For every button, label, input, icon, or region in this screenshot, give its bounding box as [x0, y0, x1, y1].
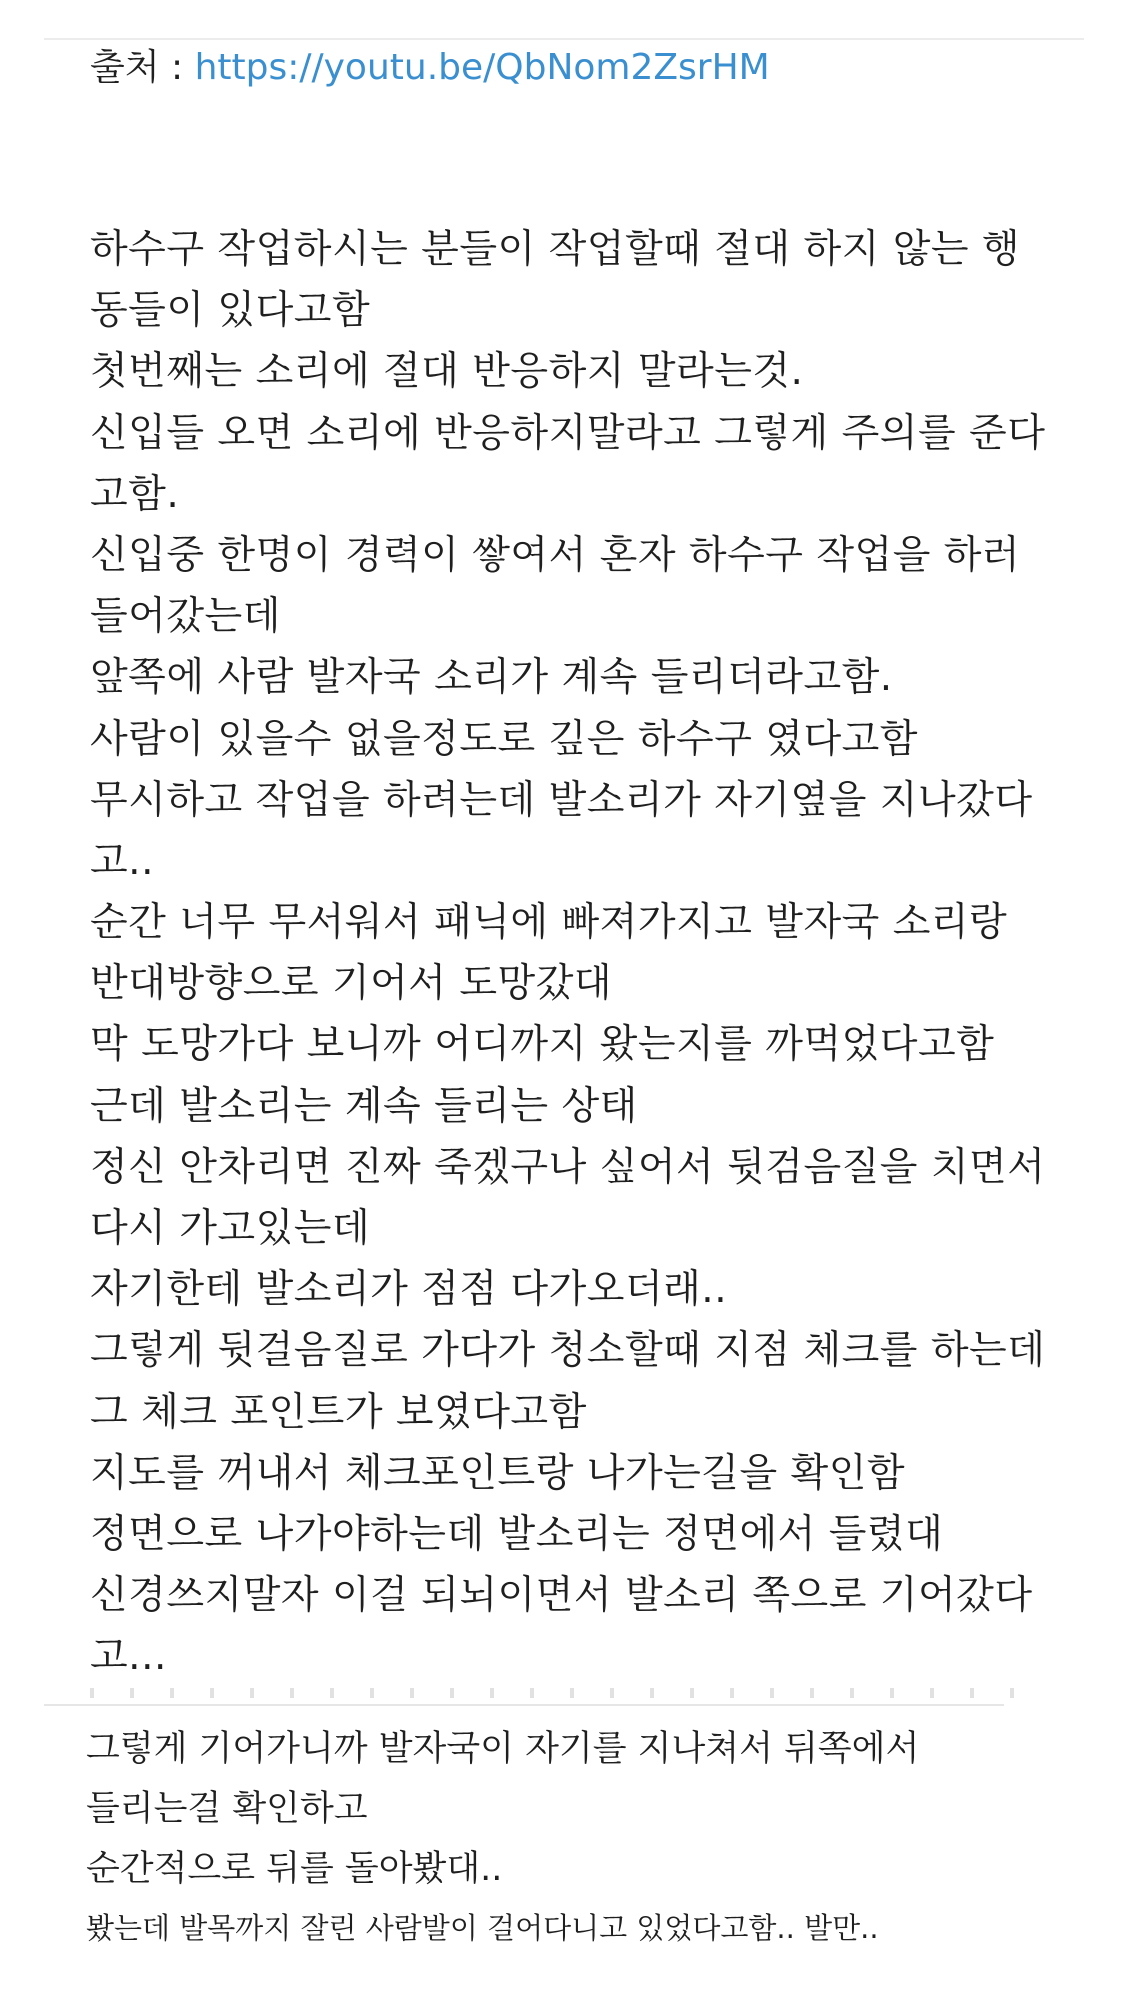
story-line: 순간 너무 무서워서 패닉에 빠져가지고 발자국 소리랑: [90, 900, 1008, 946]
story-line: 무시하고 작업을 하려는데 발소리가 자기옆을 지나갔다: [90, 777, 1033, 823]
source-link[interactable]: https://youtu.be/QbNom2ZsrHM: [194, 47, 770, 88]
story-line: 다시 가고있는데: [90, 1206, 371, 1251]
source-label: 출처 :: [90, 47, 195, 88]
continued-line: 들리는걸 확인하고: [86, 1789, 368, 1829]
crop-divider: [44, 1704, 1004, 1706]
continued-line: 봤는데 발목까지 잘린 사람발이 걸어다니고 있었다고함.. 발만..: [86, 1911, 879, 1945]
story-line: 동들이 있다고함: [90, 288, 371, 334]
story-line: 고함.: [90, 471, 180, 517]
story-line: 앞쪽에 사람 발자국 소리가 계속 들리더라고함.: [90, 655, 893, 701]
story-line: 고..: [90, 838, 154, 884]
story-line: 신경쓰지말자 이걸 되뇌이면서 발소리 쪽으로 기어갔다: [90, 1573, 1033, 1619]
story-line: 그 체크 포인트가 보였다고함: [90, 1389, 587, 1435]
story-line: 근데 발소리는 계속 들리는 상태: [90, 1083, 638, 1129]
story-line: 막 도망가다 보니까 어디까지 왔는지를 까먹었다고함: [90, 1022, 995, 1068]
story-line: 지도를 꺼내서 체크포인트랑 나가는길을 확인함: [90, 1450, 906, 1496]
story-line: 신입중 한명이 경력이 쌓여서 혼자 하수구 작업을 하러: [90, 532, 1021, 578]
story-line: 자기한테 발소리가 점점 다가오더래..: [90, 1267, 728, 1313]
continued-story-text: [86, 1719, 1066, 1957]
story-text: [90, 219, 1050, 1688]
story-line: 정신 안차리면 진짜 죽겠구나 싶어서 뒷검음질을 치면서: [90, 1144, 1046, 1190]
story-line: 사람이 있을수 없을정도로 깊은 하수구 였다고함: [90, 716, 918, 762]
story-line: 첫번째는 소리에 절대 반응하지 말라는것.: [90, 349, 804, 395]
story-line: 고...: [90, 1634, 167, 1680]
story-line: 정면으로 나가야하는데 발소리는 정면에서 들렸대: [90, 1511, 944, 1557]
continued-line: 순간적으로 뒤를 돌아봤대..: [86, 1849, 503, 1889]
source-line: [90, 40, 770, 96]
story-line: 신입들 오면 소리에 반응하지말라고 그렇게 주의를 준다: [90, 410, 1046, 456]
story-line: 하수구 작업하시는 분들이 작업할때 절대 하지 않는 행: [90, 227, 1021, 272]
story-line: 그렇게 뒷걸음질로 가다가 청소할때 지점 체크를 하는데: [90, 1328, 1046, 1374]
story-line: 들어갔는데: [90, 594, 281, 640]
cropped-text-edge: [90, 1688, 1020, 1698]
story-line: 반대방향으로 기어서 도망갔대: [90, 961, 613, 1007]
continued-line: 그렇게 기어가니까 발자국이 자기를 지나쳐서 뒤쪽에서: [86, 1729, 920, 1769]
